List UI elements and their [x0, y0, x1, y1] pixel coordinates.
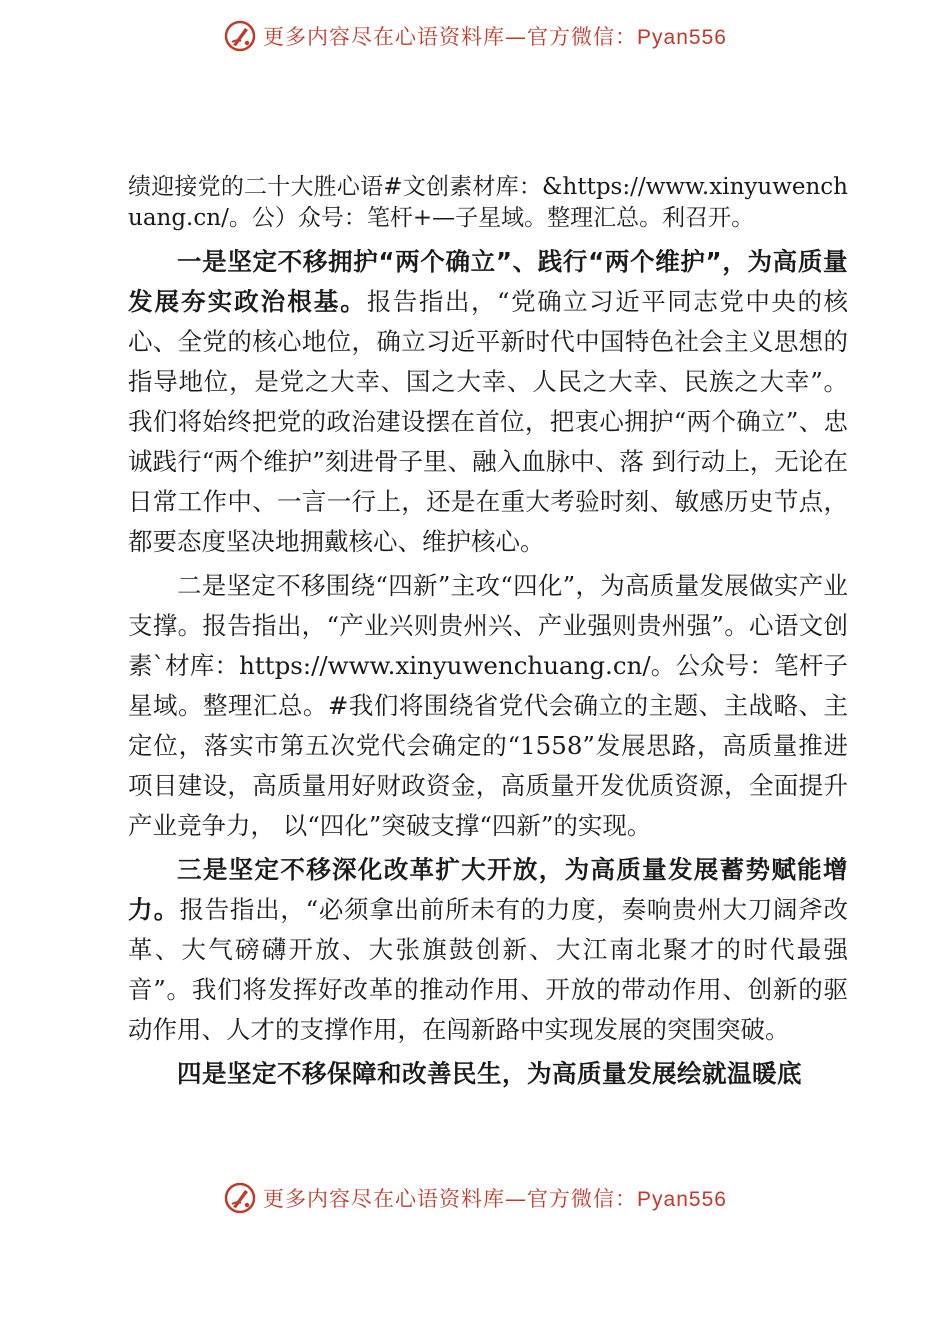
section-1-paragraph [128, 242, 848, 562]
footer-banner-label: 更多内容尽在心语资料库—官方微信： [263, 1187, 638, 1211]
quill-circle-icon [223, 1181, 257, 1215]
intro-paragraph: 绩迎接党的二十大胜心语#文创素材库：&https://www.xinyuwenchuang.cn/。公）众号：笔杆+—子星域。整理汇总。利召开。 [128, 174, 848, 231]
footer-banner [0, 1176, 950, 1220]
section-3-heading: 三是坚定不移深化改革扩大开放，为高质量发展蓄势赋能增力。 [128, 855, 848, 924]
header-wechat-id: Pyan556 [637, 26, 727, 49]
header-banner-text [263, 21, 727, 51]
section-2-paragraph: 二是坚定不移围绕“四新”主攻“四化”，为高质量发展做实产业支撑。报告指出，“产业兴则贵州兴、产业强则贵州强”。心语文创素`材库：https://www.xinyuwenchuang.cn/。公众号：笔杆子星域。整理汇总。#我们将围绕省党代会确立的主题、主战略、主定位，落实市第五次党代会确定的“1558”发展思路，高质量推进项目建设，高质量用好财政资金，高质量开发优质资源，全面提升产业竞争力， 以“四化”突破支撑“四新”的实现。 [128, 571, 848, 840]
section-4-heading: 四是坚定不移保障和改善民生，为高质量发展绘就温暖底 [177, 1059, 802, 1088]
section-3-text: 报告指出，“必须拿出前所未有的力度，奏响贵州大刀阔斧改革、大气磅礴开放、大张旗鼓创新、大江南北聚才的时代最强音”。我们将发挥好改革的推动作用、开放的带动作用、创新的驱动作用、人才的支撑作用，在闯新路中实现发展的突围突破。 [128, 895, 848, 1044]
footer-wechat-id: Pyan556 [637, 1188, 727, 1211]
header-banner [0, 14, 950, 58]
footer-banner-text [263, 1183, 727, 1213]
section-1-text: 报告指出，“党确立习近平同志党中央的核心、全党的核心地位，确立习近平新时代中国特色社会主义思想的指导地位，是党之大幸、国之大幸、人民之大幸、民族之大幸”。我们将始终把党的政治建设摆在首位，把衷心拥护“两个确立”、忠诚践行“两个维护”刻进骨子里、融入血脉中、落 到行动上，无论在日常工作中、一言一行上，还是在重大考验时刻、敏感历史节点，都要态度坚决地拥戴核心、维护核心。 [128, 287, 848, 556]
section-3-paragraph [128, 850, 848, 1050]
section-1-heading: 一是坚定不移拥护“两个确立”、践行“两个维护”，为高质量发展夯实政治根基。 [128, 247, 848, 316]
document-body [128, 172, 848, 1094]
quill-circle-icon [223, 19, 257, 53]
section-4-paragraph [128, 1054, 848, 1094]
header-banner-label: 更多内容尽在心语资料库—官方微信： [263, 25, 638, 49]
